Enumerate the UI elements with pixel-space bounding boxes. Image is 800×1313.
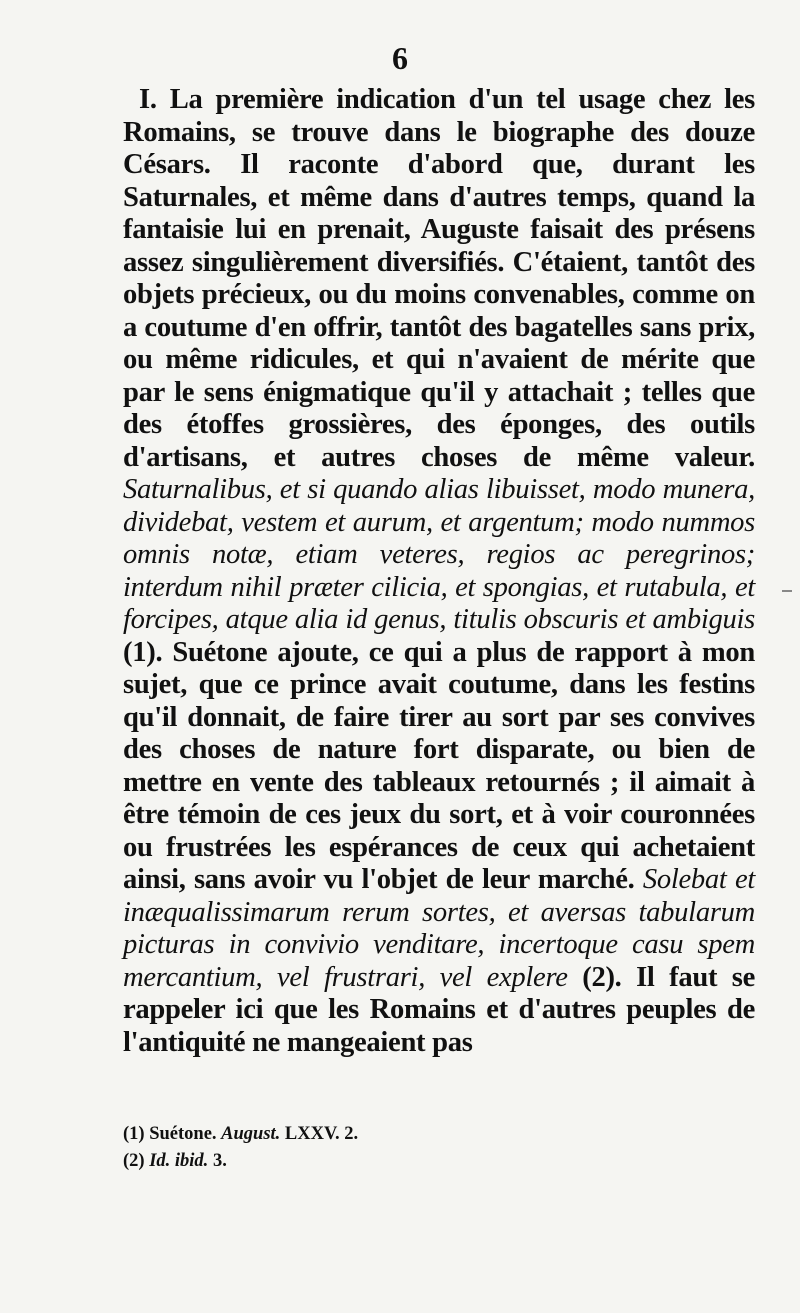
footnote-2 <box>123 1148 755 1175</box>
footnote-ref-1: (1). <box>123 636 163 668</box>
text-latin-2: Solebat et inæqualissimarum rerum sortes, et aversas tabularum picturas in convivio venditare, incertoque casu spem mercantium, vel frustrari, vel explere <box>123 864 755 993</box>
footnote-work: Id. ibid. <box>149 1151 209 1171</box>
paragraph <box>123 84 755 1059</box>
footnote-mark: (2) <box>123 1151 145 1171</box>
margin-mark <box>782 590 792 592</box>
page-number: 6 <box>392 40 408 76</box>
footnotes <box>123 1121 755 1175</box>
footnote-1 <box>123 1121 755 1148</box>
text-french-2: Suétone ajoute, ce qui a plus de rapport à mon sujet, que ce prince avait coutume, dans les festins qu'il donnait, de faire tirer au sort par ses convives des choses de nature fort disparate, ou bien de mettre en vente des tableaux retournés ; il aimait à être témoin de ces jeux du sort, et à voir couronnées ou frustrées les espérances de ceux qui achetaient ainsi, sans avoir vu l'objet de leur marché. <box>123 636 755 895</box>
text-french-1: I. La première indication d'un tel usage chez les Romains, se trouve dans le biographe des douze Césars. Il raconte d'abord que, durant les Saturnales, et même dans d'autres temps, quand la fantaisie lui en prenait, Auguste faisait des présens assez singulièrement diversifiés. C'étaient, tantôt des objets précieux, ou du moins convenables, comme on a coutume d'en offrir, tantôt des bagatelles sans prix, ou même ridicules, et qui n'avaient de mérite que par le sens énigmatique qu'il y attachait ; telles que des étoffes grossières, des éponges, des outils d'artisans, et autres choses de même valeur. <box>123 84 755 473</box>
footnote-ref: LXXV. 2. <box>284 1124 359 1144</box>
text-french-3: Il faut se rappeler ici que les Romains et d'autres peuples de l'antiquité ne mangeaient pas <box>123 961 756 1058</box>
footnote-author: Suétone. <box>149 1124 217 1144</box>
footnote-ref-2: (2). <box>582 961 622 993</box>
footnote-work: August. <box>221 1124 281 1144</box>
footnote-mark: (1) <box>123 1124 145 1144</box>
body-text <box>123 84 755 1059</box>
footnote-ref: 3. <box>212 1151 227 1171</box>
text-latin-1: Saturnalibus, et si quando alias libuisset, modo munera, dividebat, vestem et aurum, et argentum; modo nummos omnis notæ, etiam veteres, regios ac peregrinos; interdum nihil præter cilicia, et spongias, et rutabula, et forcipes, atque alia id genus, titulis obscuris et ambiguis <box>123 474 755 635</box>
